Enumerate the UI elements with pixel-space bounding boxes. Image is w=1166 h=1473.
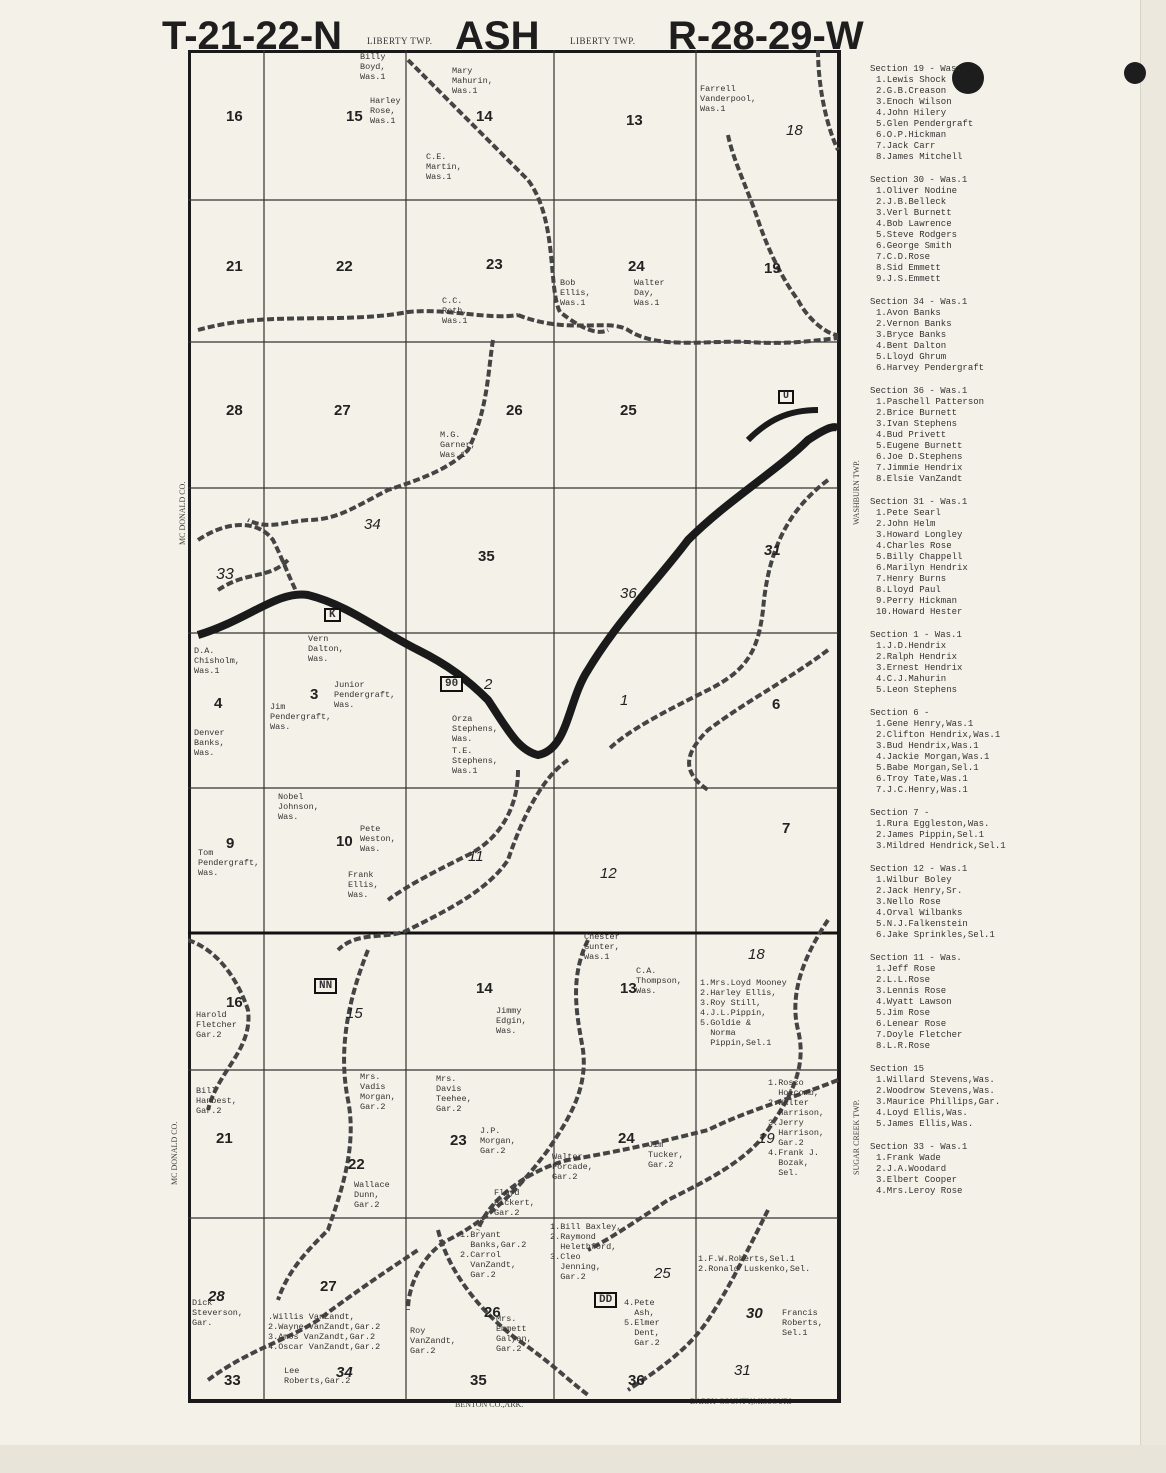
owner-label: Jim Tucker, Gar.2 xyxy=(648,1140,684,1170)
section-number: 22 xyxy=(348,1156,365,1173)
legend-item: 7.Doyle Fletcher xyxy=(876,1030,963,1040)
section-number: 9 xyxy=(226,835,235,852)
section-number: 19 xyxy=(758,1130,775,1147)
legend-item: 4.Mrs.Leroy Rose xyxy=(876,1186,963,1196)
legend-item: 2.Clifton Hendrix,Was.1 xyxy=(876,730,1001,740)
owner-label: Orza Stephens, Was. xyxy=(452,714,498,744)
owner-label: C.A. Thompson, Was. xyxy=(636,966,682,996)
owner-label: Harold Fletcher Gar.2 xyxy=(196,1010,237,1040)
owner-label: J.P. Morgan, Gar.2 xyxy=(480,1126,516,1156)
legend-item: 7.Jack Carr xyxy=(876,141,936,151)
section-number: 36 xyxy=(620,585,637,602)
section-number: 30 xyxy=(746,1305,763,1322)
section-number: 6 xyxy=(772,696,781,713)
owner-label: Tom Pendergraft, Was. xyxy=(198,848,260,878)
legend-item: 2.Woodrow Stevens,Was. xyxy=(876,1086,995,1096)
township-label-right-bottom: SUGAR CREEK TWP. xyxy=(852,1099,861,1175)
legend-title: Section 19 - Was. xyxy=(870,64,962,74)
township-label-right-top: WASHBURN TWP. xyxy=(852,460,861,525)
legend-group xyxy=(870,1064,1055,1130)
legend-item: 3.Mildred Hendrick,Sel.1 xyxy=(876,841,1006,851)
section-number: 33 xyxy=(216,566,234,583)
legend-group xyxy=(870,497,1055,618)
legend-item: 3.Lennis Rose xyxy=(876,986,947,996)
legend-item: 1.Gene Henry,Was.1 xyxy=(876,719,974,729)
owner-label: D.A. Chisholm, Was.1 xyxy=(194,646,240,676)
highway-spur xyxy=(748,410,818,440)
legend-item: 5.N.J.Falkenstein xyxy=(876,919,968,929)
legend-title: Section 36 - Was.1 xyxy=(870,386,968,396)
section-number: 27 xyxy=(320,1278,337,1295)
section-number: 35 xyxy=(470,1372,487,1389)
legend-item: 5.Lloyd Ghrum xyxy=(876,352,947,362)
legend-item: 1.Wilbur Boley xyxy=(876,875,952,885)
section-number: 25 xyxy=(654,1265,671,1282)
section-number: 14 xyxy=(476,980,493,997)
owner-label: Francis Roberts, Sel.1 xyxy=(782,1308,823,1338)
legend-title: Section 7 - xyxy=(870,808,930,818)
section-number: 16 xyxy=(226,108,243,125)
legend-item: 1.Jeff Rose xyxy=(876,964,936,974)
legend-item: 6.Marilyn Hendrix xyxy=(876,563,968,573)
legend-item: 2.Brice Burnett xyxy=(876,408,958,418)
section-number: 2 xyxy=(484,676,493,693)
legend-item: 5.Billy Chappell xyxy=(876,552,963,562)
legend-item: 10.Howard Hester xyxy=(876,607,963,617)
section-number: 1 xyxy=(620,692,629,709)
legend-title: Section 34 - Was.1 xyxy=(870,297,968,307)
owner-label: Wallace Dunn, Gar.2 xyxy=(354,1180,390,1210)
legend-item: 6.George Smith xyxy=(876,241,952,251)
legend-item: 1.Rura Eggleston,Was. xyxy=(876,819,990,829)
section-number: 26 xyxy=(506,402,523,419)
section-number: 26 xyxy=(484,1304,501,1321)
owner-label: Dick Steverson, Gar. xyxy=(192,1298,244,1328)
legend-title: Section 15 xyxy=(870,1064,925,1074)
owner-label: 4.Pete Ash, 5.Elmer Dent, Gar.2 xyxy=(624,1298,660,1348)
owner-label: Frank Ellis, Was. xyxy=(348,870,379,900)
owner-label: Nobel Johnson, Was. xyxy=(278,792,319,822)
page-edge xyxy=(1140,0,1166,1473)
legend-item: 4.Bob Lawrence xyxy=(876,219,952,229)
section-number: 27 xyxy=(334,402,351,419)
section-number: 24 xyxy=(628,258,645,275)
legend-item: 1.Paschell Patterson xyxy=(876,397,985,407)
legend-item: 6.Joe D.Stephens xyxy=(876,452,963,462)
owner-label: Mrs. Vadis Morgan, Gar.2 xyxy=(360,1072,396,1112)
township-map xyxy=(188,50,848,1405)
section-number: 13 xyxy=(620,980,637,997)
section-number: 12 xyxy=(600,865,617,882)
legend-item: 9.J.S.Emmett xyxy=(876,274,941,284)
legend-item: 6.Jake Sprinkles,Sel.1 xyxy=(876,930,995,940)
legend-item: 3.Nello Rose xyxy=(876,897,941,907)
section-number: 35 xyxy=(478,548,495,565)
legend-group xyxy=(870,297,1055,374)
legend-item: 1.Lewis Shock xyxy=(876,75,947,85)
section-owner-legend xyxy=(870,64,1055,1209)
legend-item: 2.John Helm xyxy=(876,519,936,529)
legend-item: 3.Elbert Cooper xyxy=(876,1175,958,1185)
county-label-bottom-right: BARRY COUNTY,MISSOURI xyxy=(690,1397,792,1406)
owner-label: 1.Mrs.Loyd Mooney 2.Harley Ellis, 3.Roy Still, 4.J.L.Pippin, 5.Goldie & Norma Pippin,Sel.1 xyxy=(700,978,787,1048)
section-number: 7 xyxy=(782,820,791,837)
legend-item: 3.Bryce Banks xyxy=(876,330,947,340)
page-bottom-strip xyxy=(0,1445,1166,1473)
section-number: 21 xyxy=(226,258,243,275)
legend-title: Section 6 - xyxy=(870,708,930,718)
owner-label: C.E. Martin, Was.1 xyxy=(426,152,462,182)
highway-nn-shield: NN xyxy=(314,978,337,994)
legend-group xyxy=(870,630,1055,696)
section-number: 28 xyxy=(226,402,243,419)
section-number: 11 xyxy=(468,848,484,865)
legend-title: Section 12 - Was.1 xyxy=(870,864,968,874)
owner-label: 1.Bryant Banks,Gar.2 2.Carrol VanZandt, Gar.2 xyxy=(460,1230,527,1280)
legend-group xyxy=(870,175,1055,285)
legend-item: 4.Charles Rose xyxy=(876,541,952,551)
owner-label: C.C. Roth, Was.1 xyxy=(442,296,468,326)
punch-hole-icon xyxy=(1124,62,1146,84)
legend-item: 8.James Mitchell xyxy=(876,152,963,162)
section-number: 28 xyxy=(208,1288,225,1305)
owner-label: Mary Mahurin, Was.1 xyxy=(452,66,493,96)
legend-item: 4.Loyd Ellis,Was. xyxy=(876,1108,968,1118)
map-title: ASH xyxy=(455,14,540,58)
section-number: 16 xyxy=(226,994,243,1011)
legend-item: 2.Jack Henry,Sr. xyxy=(876,886,963,896)
range-label: R-28-29-W xyxy=(668,14,864,58)
legend-item: 1.Avon Banks xyxy=(876,308,941,318)
owner-label: Junior Pendergraft, Was. xyxy=(334,680,396,710)
section-number: 4 xyxy=(214,695,223,712)
owner-label: 1.F.W.Roberts,Sel.1 2.Ronald Luskenko,Sel. xyxy=(698,1254,811,1274)
legend-item: 4.John Hilery xyxy=(876,108,947,118)
legend-item: 2.L.L.Rose xyxy=(876,975,931,985)
legend-item: 7.Henry Burns xyxy=(876,574,947,584)
owner-label: Jim Pendergraft, Was. xyxy=(270,702,332,732)
legend-item: 6.Lenear Rose xyxy=(876,1019,947,1029)
legend-group xyxy=(870,953,1055,1052)
legend-item: 2.Ralph Hendrix xyxy=(876,652,958,662)
legend-item: 3.Ernest Hendrix xyxy=(876,663,963,673)
legend-item: 5.Steve Rodgers xyxy=(876,230,958,240)
legend-item: 5.Jim Rose xyxy=(876,1008,931,1018)
legend-item: 2.J.B.Belleck xyxy=(876,197,947,207)
section-number: 36 xyxy=(628,1372,645,1389)
section-number: 3 xyxy=(310,686,319,703)
legend-item: 8.Elsie VanZandt xyxy=(876,474,963,484)
legend-group xyxy=(870,1142,1055,1197)
legend-item: 7.J.C.Henry,Was.1 xyxy=(876,785,968,795)
legend-item: 2.James Pippin,Sel.1 xyxy=(876,830,985,840)
map-header xyxy=(0,6,1166,56)
section-number: 23 xyxy=(450,1132,467,1149)
owner-label: 1.Bill Baxley, 2.Raymond Helethford, 3.Cleo Jenning, Gar.2 xyxy=(550,1222,622,1282)
section-number: 25 xyxy=(620,402,637,419)
owner-label: M.G. Garner, Was.1 xyxy=(440,430,476,460)
highway-dd-shield: DD xyxy=(594,1292,617,1308)
owner-label: Farrell Vanderpool, Was.1 xyxy=(700,84,757,114)
owner-label: 1.Rosco Holcomb, 2.Walter Harrison, 3.Jerry Harrison, Gar.2 4.Frank J. Bozak, Sel. xyxy=(768,1078,825,1178)
section-number: 31 xyxy=(764,542,781,559)
county-label-left-bottom: MC DONALD CO. xyxy=(170,1121,179,1185)
legend-item: 2.J.A.Woodard xyxy=(876,1164,947,1174)
legend-item: 7.Jimmie Hendrix xyxy=(876,463,963,473)
legend-group xyxy=(870,864,1055,941)
legend-group xyxy=(870,64,1055,163)
legend-item: 8.Sid Emmett xyxy=(876,263,941,273)
legend-item: 3.Verl Burnett xyxy=(876,208,952,218)
owner-label: Billy Boyd, Was.1 xyxy=(360,52,386,82)
county-label-bottom-left: BENTON CO.,ARK. xyxy=(455,1400,524,1409)
legend-item: 3.Bud Hendrix,Was.1 xyxy=(876,741,979,751)
owner-label: Mrs. Davis Teehee, Gar.2 xyxy=(436,1074,472,1114)
township-left-label: LIBERTY TWP. xyxy=(367,36,433,46)
legend-item: 4.C.J.Mahurin xyxy=(876,674,947,684)
owner-label: Bill Hanbest, Gar.2 xyxy=(196,1086,237,1116)
legend-item: 5.Leon Stephens xyxy=(876,685,958,695)
legend-group xyxy=(870,386,1055,485)
section-number: 10 xyxy=(336,833,353,850)
legend-item: 6.Harvey Pendergraft xyxy=(876,363,985,373)
county-label-left-top: MC DONALD CO. xyxy=(178,481,187,545)
legend-item: 1.Oliver Nodine xyxy=(876,186,958,196)
township-label: T-21-22-N xyxy=(162,14,343,58)
section-number: 23 xyxy=(486,256,503,273)
section-number: 21 xyxy=(216,1130,233,1147)
legend-title: Section 33 - Was.1 xyxy=(870,1142,968,1152)
owner-label: Bob Ellis, Was.1 xyxy=(560,278,591,308)
owner-label: Vern Dalton, Was. xyxy=(308,634,344,664)
section-number: 31 xyxy=(734,1362,751,1379)
legend-item: 1.Pete Searl xyxy=(876,508,941,518)
owner-label: Pete Weston, Was. xyxy=(360,824,396,854)
owner-label: Walter Day, Was.1 xyxy=(634,278,665,308)
legend-item: 4.Orval Wilbanks xyxy=(876,908,963,918)
section-number: 33 xyxy=(224,1372,241,1389)
section-number: 13 xyxy=(626,112,643,129)
legend-item: 3.Maurice Phillips,Gar. xyxy=(876,1097,1001,1107)
section-number: 22 xyxy=(336,258,353,275)
section-number: 34 xyxy=(364,516,381,533)
legend-title: Section 30 - Was.1 xyxy=(870,175,968,185)
legend-title: Section 11 - Was. xyxy=(870,953,962,963)
legend-title: Section 31 - Was.1 xyxy=(870,497,968,507)
owner-label: Jimmy Edgin, Was. xyxy=(496,1006,527,1036)
highway-90-shield: 90 xyxy=(440,676,463,692)
owner-label: .Willis VanZandt, 2.Wayne VanZandt,Gar.2 3.Amos VanZandt,Gar.2 4.Oscar VanZandt,Gar.2 xyxy=(268,1312,381,1352)
legend-item: 2.Vernon Banks xyxy=(876,319,952,329)
legend-item: 1.Willard Stevens,Was. xyxy=(876,1075,995,1085)
legend-group xyxy=(870,708,1055,796)
legend-item: 1.J.D.Hendrix xyxy=(876,641,947,651)
legend-item: 3.Howard Longley xyxy=(876,530,963,540)
legend-title: Section 1 - Was.1 xyxy=(870,630,962,640)
owner-label: Mrs. Emmett Galyan, Gar.2 xyxy=(496,1314,532,1354)
legend-item: 5.Babe Morgan,Sel.1 xyxy=(876,763,979,773)
legend-item: 2.G.B.Creason xyxy=(876,86,947,96)
legend-item: 6.O.P.Hickman xyxy=(876,130,947,140)
owner-label: Harley Rose, Was.1 xyxy=(370,96,401,126)
township-right-label: LIBERTY TWP. xyxy=(570,36,636,46)
legend-item: 3.Ivan Stephens xyxy=(876,419,958,429)
owner-label: Walter Forcade, Gar.2 xyxy=(552,1152,593,1182)
owner-label: Roy VanZandt, Gar.2 xyxy=(410,1326,456,1356)
owner-label: Denver Banks, Was. xyxy=(194,728,225,758)
owner-label: Lee Roberts,Gar.2 xyxy=(284,1366,351,1386)
legend-item: 7.C.D.Rose xyxy=(876,252,931,262)
legend-item: 4.Jackie Morgan,Was.1 xyxy=(876,752,990,762)
section-number: 19 xyxy=(764,260,781,277)
legend-item: 9.Perry Hickman xyxy=(876,596,958,606)
owner-label: Chester Gunter, Was.1 xyxy=(584,932,620,962)
legend-item: 6.Troy Tate,Was.1 xyxy=(876,774,968,784)
legend-item: 4.Bud Privett xyxy=(876,430,947,440)
legend-group xyxy=(870,808,1055,852)
legend-item: 5.James Ellis,Was. xyxy=(876,1119,974,1129)
legend-item: 8.Lloyd Paul xyxy=(876,585,941,595)
section-number: 14 xyxy=(476,108,493,125)
legend-item: 1.Frank Wade xyxy=(876,1153,941,1163)
section-number: 18 xyxy=(786,122,803,139)
owner-label: Floyd Bickert, Gar.2 xyxy=(494,1188,535,1218)
legend-item: 5.Eugene Burnett xyxy=(876,441,963,451)
highway-k-shield: K xyxy=(324,608,341,622)
highway-u-shield: U xyxy=(778,390,794,404)
legend-item: 4.Bent Dalton xyxy=(876,341,947,351)
section-number: 15 xyxy=(346,108,363,125)
legend-item: 3.Enoch Wilson xyxy=(876,97,952,107)
legend-item: 4.Wyatt Lawson xyxy=(876,997,952,1007)
legend-item: 5.Glen Pendergraft xyxy=(876,119,974,129)
section-number: 15 xyxy=(346,1005,363,1022)
owner-label: T.E. Stephens, Was.1 xyxy=(452,746,498,776)
section-number: 18 xyxy=(748,946,765,963)
legend-item: 8.L.R.Rose xyxy=(876,1041,931,1051)
section-number: 24 xyxy=(618,1130,635,1147)
section-number: 34 xyxy=(336,1364,353,1381)
